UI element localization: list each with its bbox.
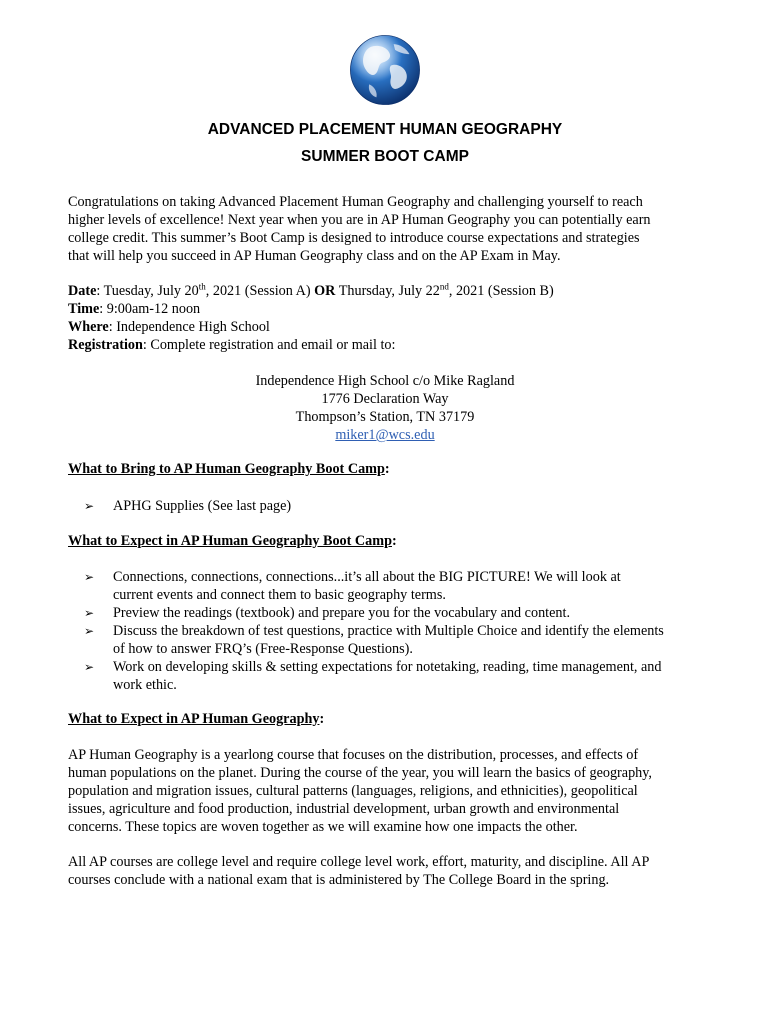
list-item-text: Connections, connections, connections...it’s all about the BIG PICTURE! We will look at <box>113 569 621 585</box>
paragraph-line: courses conclude with a national exam that is administered by The College Board in the spring. <box>68 872 610 888</box>
arrow-bullet-icon: ➢ <box>84 624 95 638</box>
paragraph-line: population and migration issues, cultural patterns (languages, religions, and ethnicities), geopolitical <box>68 783 638 799</box>
intro-line: higher levels of excellence! Next year when you are in AP Human Geography you can potentially earn <box>68 212 651 228</box>
session-a: , 2021 (Session A) <box>205 283 315 299</box>
heading-text: What to Expect in AP Human Geography <box>68 711 320 727</box>
heading-colon: : <box>391 533 397 549</box>
date-line <box>68 282 708 300</box>
section-heading-bring <box>68 461 390 478</box>
list-item <box>68 622 708 658</box>
paragraph-line: concerns. These topics are woven together as we will examine how one impacts the other. <box>68 819 578 835</box>
registration-label: Registration <box>68 337 143 353</box>
time-label: Time <box>68 301 100 317</box>
paragraph-line: AP Human Geography is a yearlong course that focuses on the distribution, processes, and effects of <box>68 747 639 763</box>
heading-colon: : <box>384 461 390 477</box>
list-item-text: APHG Supplies (See last page) <box>113 498 292 514</box>
date-a: : Tuesday, July 20 <box>96 283 199 299</box>
event-details <box>68 282 708 354</box>
address-line: Thompson’s Station, TN 37179 <box>295 409 475 425</box>
heading-text: What to Expect in AP Human Geography Boot Camp <box>68 533 392 549</box>
where-line <box>68 318 708 336</box>
heading-text: What to Bring to AP Human Geography Boot Camp <box>68 461 385 477</box>
date-b: Thursday, July 22 <box>335 283 440 299</box>
document-subtitle: SUMMER BOOT CAMP <box>301 148 469 165</box>
paragraph-line: All AP courses are college level and require college level work, effort, maturity, and discipline. All AP <box>68 854 650 870</box>
intro-line: Congratulations on taking Advanced Placement Human Geography and challenging yourself to reach <box>68 194 643 210</box>
registration-value: : Complete registration and email or mail to: <box>142 337 396 353</box>
intro-paragraph <box>68 193 704 265</box>
address-line: Independence High School c/o Mike Ragland <box>255 373 515 389</box>
list-item <box>68 604 708 622</box>
list-item-text: Discuss the breakdown of test questions, practice with Multiple Choice and identify the elements <box>113 623 664 639</box>
bring-list <box>68 497 708 515</box>
list-item-text: work ethic. <box>113 677 177 693</box>
or-label: OR <box>314 283 336 299</box>
date-a-sup: th <box>198 281 206 292</box>
list-item-text: Work on developing skills & setting expectations for notetaking, reading, time management, and <box>113 659 662 675</box>
paragraph-line: human populations on the planet. During the course of the year, you will learn the basics of geography, <box>68 765 652 781</box>
arrow-bullet-icon: ➢ <box>84 570 95 584</box>
date-b-sup: nd <box>439 281 449 292</box>
paragraph-line: issues, agriculture and food production, industrial development, urban growth and environmental <box>68 801 620 817</box>
list-item <box>68 497 708 515</box>
email-link[interactable]: miker1@wcs.edu <box>335 427 435 443</box>
course-paragraph <box>68 746 704 836</box>
arrow-bullet-icon: ➢ <box>84 499 95 513</box>
list-item-text: Preview the readings (textbook) and prepare you for the vocabulary and content. <box>113 605 570 621</box>
intro-line: college credit. This summer’s Boot Camp is designed to introduce course expectations and strategies <box>68 230 640 246</box>
document-title: ADVANCED PLACEMENT HUMAN GEOGRAPHY <box>207 121 563 138</box>
list-item <box>68 568 708 604</box>
mailing-address <box>0 372 770 444</box>
intro-line: that will help you succeed in AP Human Geography class and on the AP Exam in May. <box>68 248 561 264</box>
time-line <box>68 300 708 318</box>
section-heading-expect-course <box>68 711 324 728</box>
arrow-bullet-icon: ➢ <box>84 606 95 620</box>
registration-line <box>68 336 708 354</box>
date-label: Date <box>68 283 97 299</box>
session-b: , 2021 (Session B) <box>448 283 554 299</box>
globe-icon <box>349 34 421 106</box>
heading-colon: : <box>319 711 325 727</box>
section-heading-expect-camp <box>68 533 397 550</box>
ap-courses-paragraph <box>68 853 704 889</box>
list-item <box>68 658 708 694</box>
arrow-bullet-icon: ➢ <box>84 660 95 674</box>
expect-camp-list <box>68 568 708 694</box>
list-item-text: of how to answer FRQ’s (Free-Response Questions). <box>113 641 413 657</box>
where-label: Where <box>68 319 109 335</box>
where-value: : Independence High School <box>108 319 270 335</box>
time-value: : 9:00am-12 noon <box>99 301 201 317</box>
list-item-text: current events and connect them to basic geography terms. <box>113 587 446 603</box>
address-line: 1776 Declaration Way <box>321 391 449 407</box>
